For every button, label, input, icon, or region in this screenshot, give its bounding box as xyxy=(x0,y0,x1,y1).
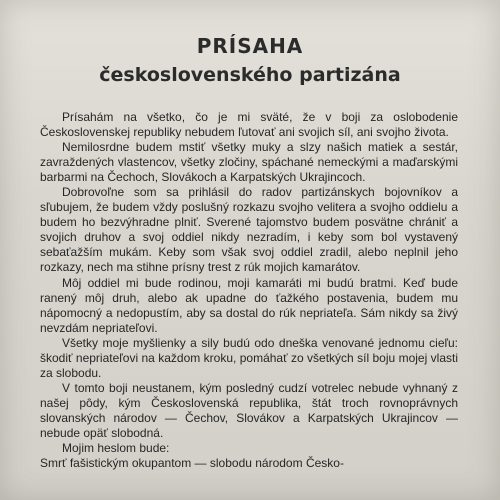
document-title: PRÍSAHA xyxy=(196,34,304,58)
paragraph-1: Prísahám na všetko, čo je mi sväté, že v boji za oslobodenie Československej republiky nebudem ľutovať ani svojich síl, ani svojho života. xyxy=(40,110,458,140)
paragraph-4: Môj oddiel mi bude rodinou, moji kamaráti mi budú bratmi. Keď bude ranený môj druh, alebo ak upadne do ťažkého postavenia, budem mu nápomocný a nedopustím, aby sa dostal do rúk nepriateľa. Sám nikdy sa živý nevzdám nepriateľovi. xyxy=(40,275,458,335)
paragraph-6: V tomto boji neustanem, kým posledný cudzí votrelec nebude vyhnaný z našej pôdy, kým Československá republika, štát troch rovnoprávnych slovanských národov — Čechov, Slovákov a Karpatských Ukrajincov — nebude opäť slobodná. xyxy=(40,380,458,440)
paragraph-2: Nemilosrdne budem mstiť všetky muky a slzy našich matiek a sestár, zavraždených vlastencov, všetky zločiny, spáchané nemeckými a maďarskými barbarmi na Čechoch, Slovákoch a Karpatských Ukrajincoch. xyxy=(40,140,458,185)
motto-heading: Mojim heslom bude: xyxy=(62,441,170,456)
paragraph-5: Všetky moje myšlienky a sily budú odo dneška venované jednomu cieľu: škodiť nepriateľovi na každom kroku, pomáhať zo všetkých síl boju mojej vlasti za slobodu. xyxy=(40,335,458,380)
paragraph-3: Dobrovoľne som sa prihlásil do radov partizánskych bojovníkov a sľubujem, že budem vždy poslušný rozkazu svojho velitera a svojho oddielu a budem ho bezvýhradne plniť. Sverené tajomstvo budem posvätne chrániť a svojich druhov a svoj oddiel nikdy nezradím, i keby som bol vystavený sebaťažším mukám. Keby som však svoj oddiel zradil, alebo neplnil jeho rozkazy, nech ma stihne prísny trest z rúk mojich kamarátov. xyxy=(40,185,458,275)
motto-line-1: Smrť fašistickým okupantom — slobodu národom Česko- xyxy=(40,456,344,471)
document-subtitle: československého partizána xyxy=(99,64,401,86)
document-body xyxy=(40,110,458,471)
